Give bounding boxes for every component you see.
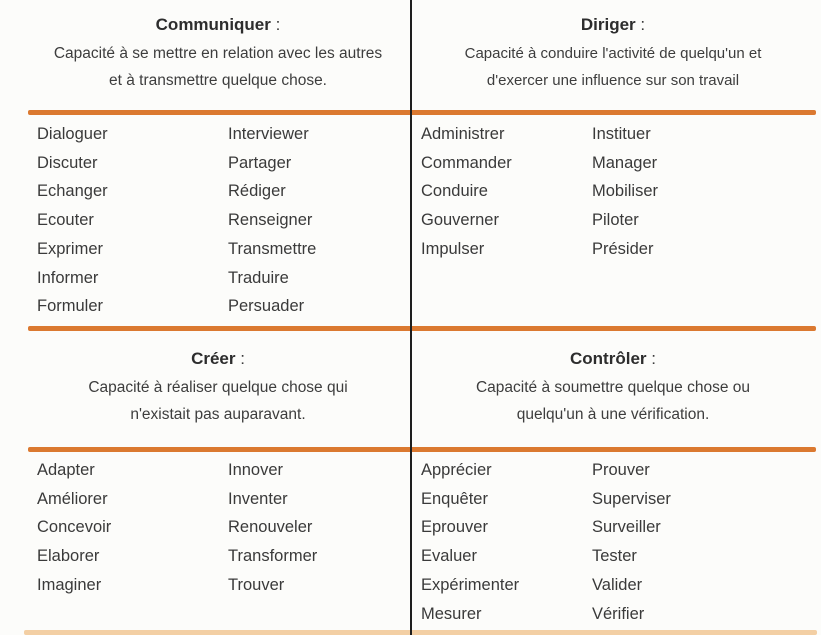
verb-item: Eprouver: [421, 518, 488, 537]
controler-verb-column-1: [421, 456, 519, 628]
communiquer-verb-column-2: [228, 120, 316, 321]
verb-item: Imaginer: [37, 575, 102, 594]
verb-item: Expérimenter: [421, 575, 520, 594]
quadrant-diriger-title: [414, 12, 812, 38]
verb-item: Améliorer: [37, 489, 108, 508]
verb-item: Formuler: [37, 297, 104, 316]
verb-item: Elaborer: [37, 547, 100, 566]
verb-item: Piloter: [592, 211, 639, 230]
verb-item: Informer: [37, 268, 99, 287]
verb-item: Concevoir: [37, 518, 112, 537]
verb-item: Manager: [592, 153, 658, 172]
quadrant-controler-title: [414, 346, 812, 372]
verb-item: Apprécier: [421, 461, 492, 479]
quadrant-creer-title: [28, 346, 408, 372]
creer-verb-column-2: [228, 456, 317, 600]
verb-item: Vérifier: [592, 604, 645, 623]
verb-item: Conduire: [421, 182, 488, 201]
title-colon: :: [235, 349, 245, 368]
verb-item: Surveiller: [592, 518, 661, 537]
verb-item: Evaluer: [421, 547, 477, 566]
accent-rule-top: [28, 110, 816, 115]
title-text: Contrôler: [570, 349, 647, 368]
verb-item: Trouver: [228, 575, 285, 594]
quadrant-creer-header: [28, 346, 408, 428]
vertical-divider: [410, 0, 412, 635]
verb-item: Tester: [592, 547, 637, 566]
verb-item: Renouveler: [228, 518, 313, 537]
title-text: Diriger: [580, 15, 636, 34]
quadrant-communiquer-header: [28, 12, 408, 94]
verb-item: Ecouter: [37, 211, 94, 230]
title-text: Communiquer: [155, 15, 271, 34]
quadrant-creer-description: Capacité à réaliser quelque chose qui n'existait pas auparavant.: [88, 379, 348, 423]
verb-item: Présider: [592, 239, 654, 258]
verb-item: Persuader: [228, 297, 305, 316]
verb-item: Rédiger: [228, 182, 286, 201]
verb-item: Innover: [228, 461, 284, 479]
verb-item: Superviser: [592, 489, 671, 508]
quadrant-diriger-header: [414, 12, 812, 94]
verb-item: Mesurer: [421, 604, 482, 623]
verb-item: Exprimer: [37, 239, 104, 258]
accent-rule-lower: [28, 447, 816, 452]
controler-verb-column-2: [592, 456, 671, 628]
verb-item: Prouver: [592, 461, 650, 479]
title-colon: :: [635, 15, 646, 34]
verb-item: Transformer: [228, 547, 318, 566]
diriger-verb-column-1: [421, 120, 512, 264]
verb-item: Adapter: [37, 461, 95, 479]
title-colon: :: [646, 349, 656, 368]
title-text: Créer: [191, 349, 236, 368]
diriger-verb-column-2: [592, 120, 658, 264]
verb-item: Inventer: [228, 489, 288, 508]
quadrant-diriger-description: Capacité à conduire l'activité de quelqu'un et d'exercer une influence sur son travail: [464, 45, 762, 89]
quadrant-communiquer-title: [28, 12, 408, 38]
accent-rule-middle: [28, 326, 816, 331]
verb-item: Administrer: [421, 125, 505, 143]
verb-item: Valider: [592, 575, 643, 594]
verb-item: Gouverner: [421, 211, 499, 230]
verb-item: Discuter: [37, 153, 98, 172]
verb-item: Dialoguer: [37, 125, 108, 143]
verb-item: Commander: [421, 153, 512, 172]
verb-item: Partager: [228, 153, 292, 172]
quadrant-communiquer-description: Capacité à se mettre en relation avec les autres et à transmettre quelque chose.: [53, 45, 383, 89]
verb-item: Renseigner: [228, 211, 313, 230]
quadrant-controler-description: Capacité à soumettre quelque chose ou quelqu'un à une vérification.: [475, 379, 750, 423]
verb-item: Enquêter: [421, 489, 488, 508]
verb-item: Echanger: [37, 182, 108, 201]
verb-item: Transmettre: [228, 239, 317, 258]
title-colon: :: [270, 15, 281, 34]
communiquer-verb-column-1: [37, 120, 108, 321]
creer-verb-column-1: [37, 456, 111, 600]
verb-item: Interviewer: [228, 125, 309, 143]
verb-item: Traduire: [228, 268, 289, 287]
verb-item: Mobiliser: [592, 182, 659, 201]
verb-item: Impulser: [421, 239, 485, 258]
quadrant-controler-header: [414, 346, 812, 428]
verb-item: Instituer: [592, 125, 651, 143]
accent-rule-bottom: [24, 630, 817, 635]
